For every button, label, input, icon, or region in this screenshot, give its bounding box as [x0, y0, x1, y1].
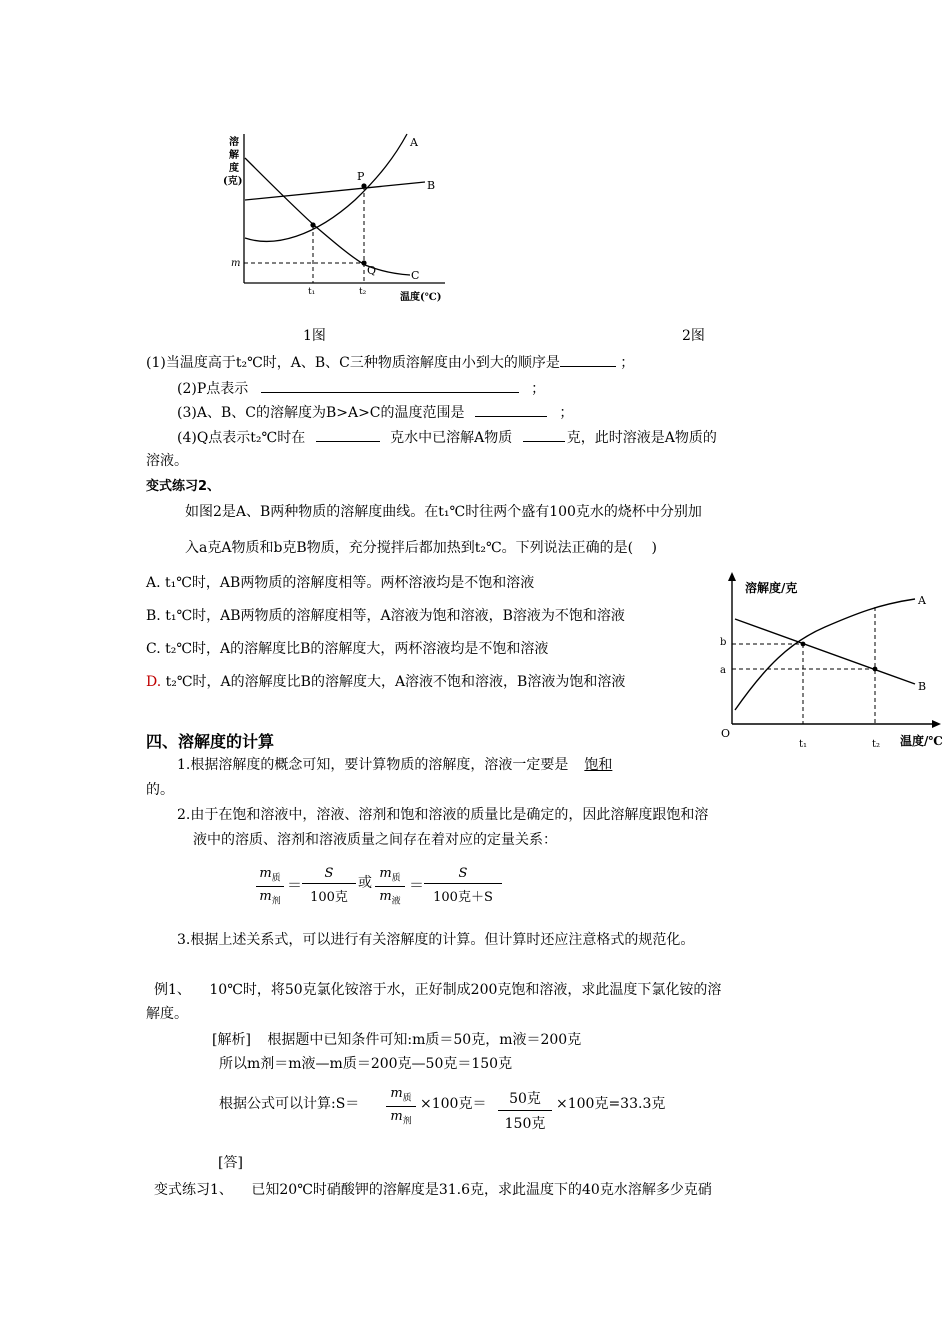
formula-den1: 100克	[310, 890, 348, 905]
option-b[interactable]	[146, 606, 625, 626]
example1-title: 例1、	[154, 982, 191, 998]
fig2-y-b: b	[720, 637, 727, 648]
fig1-m-label: m	[231, 258, 241, 269]
section4-p2-line1: 2.由于在饱和溶液中，溶液、溶剂和饱和溶液的质量比是确定的，因此溶解度跟饱和溶	[177, 807, 709, 823]
q4-text-c: 克，此时溶液是A物质的	[566, 430, 717, 446]
question-2	[177, 378, 545, 399]
formula-m3: m	[379, 866, 392, 881]
example1-calc-num: 50克	[509, 1091, 541, 1107]
formula-eq-2: ＝	[409, 876, 425, 894]
fig2-origin: O	[721, 727, 731, 740]
example1-frac-2	[498, 1088, 552, 1133]
section4-p2-line2: 液中的溶质、溶剂和溶液质量之间存在着对应的定量关系：	[193, 832, 557, 848]
example1-calc-den: 150克	[504, 1116, 546, 1132]
option-d[interactable]	[146, 672, 625, 692]
fig1-curve-a-label: A	[410, 136, 418, 149]
variant2-intro-1: 如图2是A、B两种物质的溶解度曲线。在t₁℃时往两个盛有100克水的烧杯中分别加	[185, 504, 702, 520]
example1-m1: m	[390, 1086, 403, 1101]
example1-analysis	[212, 1030, 581, 1050]
formula-frac-1	[256, 866, 284, 906]
formula-eq-1: ＝	[287, 876, 303, 894]
caption-fig2: 2图	[682, 328, 705, 344]
option-a-key: A.	[146, 575, 161, 591]
option-b-key: B.	[146, 608, 161, 624]
formula-frac-2	[302, 866, 356, 905]
fig2-y-a: a	[720, 665, 726, 676]
example1-ji: 剂	[402, 1116, 412, 1127]
fig2-t2: t₂	[872, 739, 881, 750]
q1-text: (1)当温度高于t₂℃时，A、B、C三种物质溶解度由小到大的顺序是	[146, 355, 560, 371]
question-4	[177, 427, 717, 448]
section4-p1	[177, 755, 612, 775]
formula-ji1: 剂	[271, 896, 281, 907]
option-d-text: t₂℃时，A的溶解度比B的溶解度大，A溶液不饱和溶液，B溶液为饱和溶液	[165, 674, 626, 690]
q4-text-a: (4)Q点表示t₂℃时在	[177, 430, 306, 446]
formula-zhi1: 质	[271, 873, 281, 884]
figure-1-solubility-chart	[215, 128, 455, 308]
q1-blank[interactable]	[560, 352, 616, 367]
q3-text: (3)A、B、C的溶解度为B>A>C的温度范围是	[177, 405, 465, 421]
section4-title: 四、溶解度的计算	[146, 732, 275, 751]
fig1-ylabel-4: (克)	[223, 176, 243, 187]
q3-tail: ；	[559, 405, 574, 421]
question-1	[146, 352, 634, 373]
formula-frac-4	[424, 866, 502, 905]
example1-analysis-label: [解析]	[212, 1032, 251, 1048]
section4-p1-text: 1.根据溶解度的概念可知，要计算物质的溶解度，溶液一定要是	[177, 757, 569, 773]
q2-blank[interactable]	[261, 378, 519, 393]
fig1-ylabel-2: 解	[229, 150, 239, 161]
section4-p1-end: 的。	[146, 782, 174, 798]
section4-p1-fill: 饱和	[584, 757, 613, 773]
fig2-a-label: A	[918, 594, 926, 607]
fig1-ylabel-1: 溶	[229, 137, 239, 148]
variant2-intro-2: 入a克A物质和b克B物质，充分搅拌后都加热到t₂℃。下列说法正确的是( )	[185, 540, 657, 556]
fig1-xlabel: 温度(℃)	[400, 292, 442, 303]
caption-fig1: 1图	[303, 328, 326, 344]
formula-zhi2: 质	[391, 873, 401, 884]
q2-text: (2)P点表示	[177, 381, 249, 397]
q4-text-b: 克水中已溶解A物质	[390, 430, 513, 446]
example1-so: 所以m剂＝m液—m质＝200克—50克＝150克	[219, 1056, 513, 1072]
variant1-line	[154, 1180, 712, 1200]
section4-p3: 3.根据上述关系式，可以进行有关溶解度的计算。但计算时还应注意格式的规范化。	[177, 932, 695, 948]
fig1-curve-c-label: C	[411, 269, 420, 282]
question-3	[177, 402, 573, 423]
fig1-point-q: Q	[367, 264, 377, 277]
formula-or: 或	[358, 875, 372, 891]
formula-m4: m	[379, 888, 392, 904]
option-a-text: t₁℃时，AB两物质的溶解度相等。两杯溶液均是不饱和溶液	[165, 575, 535, 591]
example1-text2: 解度。	[146, 1006, 188, 1022]
q4-text-d: 溶液。	[146, 453, 188, 469]
option-c-text: t₂℃时，A的溶解度比B的溶解度大，两杯溶液均是不饱和溶液	[165, 641, 549, 657]
option-a[interactable]	[146, 573, 534, 593]
variant2-title: 变式练习2、	[146, 479, 221, 494]
formula-s1: S	[324, 866, 334, 881]
q3-blank[interactable]	[475, 402, 547, 417]
example1-calc-prefix: 根据公式可以计算:S＝	[219, 1096, 360, 1112]
fig1-ylabel-3: 度	[229, 163, 239, 174]
example1-line1	[154, 980, 721, 1000]
example1-calc-mid: ×100克＝	[420, 1096, 487, 1112]
example1-zhi: 质	[402, 1093, 412, 1104]
example1-calc-tail: ×100克=33.3克	[556, 1096, 666, 1112]
fig2-b-label: B	[918, 680, 927, 693]
q2-tail: ；	[531, 381, 546, 397]
fig2-ylabel: 溶解度/克	[745, 581, 798, 595]
example1-text1: 10℃时，将50克氯化铵溶于水，正好制成200克饱和溶液，求此温度下氯化铵的溶	[209, 982, 722, 998]
figure-2-solubility-chart	[705, 572, 945, 752]
variant1-text: 已知20℃时硝酸钾的溶解度是31.6克，求此温度下的40克水溶解多少克硝	[251, 1182, 712, 1198]
variant1-title: 变式练习1、	[154, 1182, 233, 1198]
fig1-t2: t₂	[359, 287, 367, 297]
fig1-point-p: P	[357, 170, 365, 183]
option-c[interactable]	[146, 639, 548, 659]
example1-answer-label: [答]	[218, 1155, 243, 1171]
example1-frac-1	[386, 1086, 416, 1126]
q4-blank-water[interactable]	[316, 427, 380, 442]
fig1-curve-b-label: B	[427, 179, 436, 192]
formula-frac-3	[375, 866, 405, 906]
option-b-text: t₁℃时，AB两物质的溶解度相等，A溶液为饱和溶液，B溶液为不饱和溶液	[165, 608, 625, 624]
fig2-xlabel: 温度/℃	[900, 734, 943, 748]
formula-den2: 100克＋S	[433, 890, 493, 905]
example1-m2: m	[390, 1108, 403, 1124]
formula-ye: 液	[391, 896, 401, 907]
formula-m2: m	[259, 888, 272, 904]
q1-tail: ；	[620, 355, 635, 371]
fig2-t1: t₁	[799, 739, 808, 750]
fig1-t1: t₁	[308, 287, 316, 297]
formula-m1: m	[259, 866, 272, 881]
option-c-key: C.	[146, 641, 161, 657]
option-d-key: D.	[146, 674, 162, 690]
formula-s2: S	[458, 866, 468, 881]
q4-blank-mass[interactable]	[523, 427, 565, 442]
example1-analysis-text: 根据题中已知条件可知:m质＝50克，m液＝200克	[267, 1032, 582, 1048]
